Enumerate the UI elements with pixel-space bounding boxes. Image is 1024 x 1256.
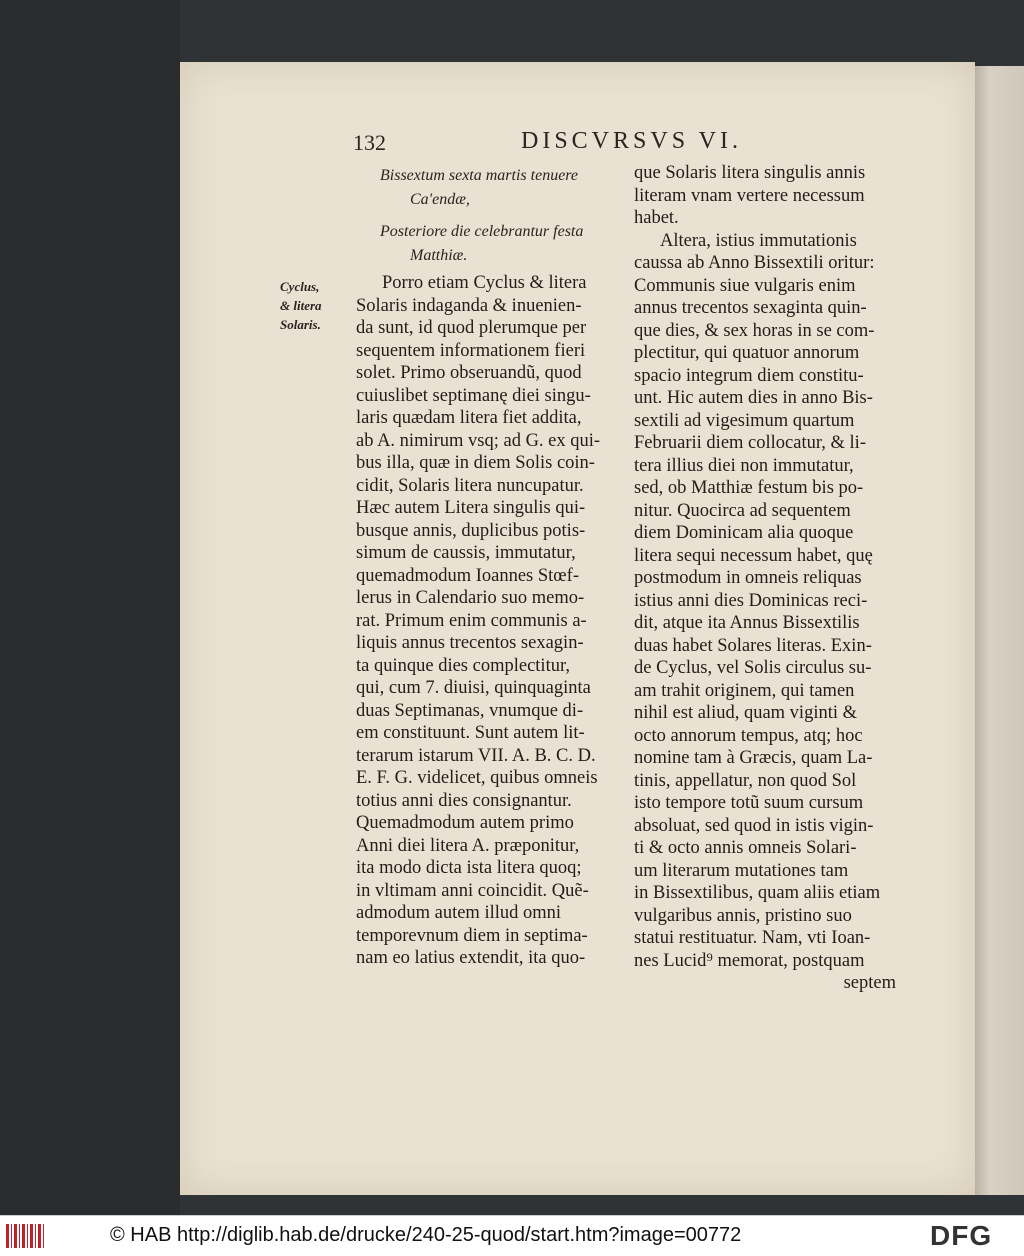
text-line: qui, cum 7. diuisi, quinquaginta bbox=[356, 678, 591, 698]
text-line: cidit, Solaris litera nuncupatur. bbox=[356, 475, 584, 496]
text-line: in vltimam anni coincidit. Quẽ- bbox=[356, 880, 589, 901]
text-line: nes Lucid⁹ memorat, postquam bbox=[634, 950, 865, 971]
margin-note bbox=[280, 277, 346, 334]
text-line: sextili ad vigesimum quartum bbox=[634, 410, 855, 431]
right-text-column bbox=[634, 162, 896, 995]
text-line: annus trecentos sexaginta quin- bbox=[634, 298, 867, 318]
text-line: da sunt, id quod plerumque per bbox=[356, 318, 587, 338]
text-line: quemadmodum Ioannes Stœf- bbox=[356, 565, 579, 586]
text-line: liquis annus trecentos sexagin- bbox=[356, 633, 584, 653]
text-line: solet. Primo obseruandũ, quod bbox=[356, 363, 582, 383]
text-line: Communis siue vulgaris enim bbox=[634, 275, 856, 296]
text-line: de Cyclus, vel Solis circulus su- bbox=[634, 658, 872, 678]
text-line: unt. Hic autem dies in anno Bis- bbox=[634, 388, 873, 408]
text-line: istius anni dies Dominicas reci- bbox=[634, 590, 868, 611]
text-line: isto tempore totũ suum cursum bbox=[634, 793, 864, 813]
text-line: habet. bbox=[634, 208, 679, 228]
text-line: nam eo latius extendit, ita quo- bbox=[356, 948, 586, 968]
text-line: temporevnum diem in septima- bbox=[356, 925, 588, 946]
margin-note-line: Solaris. bbox=[280, 317, 321, 332]
text-line: plectitur, qui quatuor annorum bbox=[634, 343, 860, 363]
page-header bbox=[353, 126, 893, 160]
text-line: E. F. G. videlicet, quibus omneis bbox=[356, 768, 598, 788]
text-line: ita modo dicta ista litera quoq; bbox=[356, 858, 582, 878]
text-line: terarum istarum VII. A. B. C. D. bbox=[356, 745, 596, 766]
text-line: nomine tam à Græcis, quam La- bbox=[634, 748, 873, 768]
text-line: tera illius diei non immutatur, bbox=[634, 455, 854, 476]
copyright-url[interactable]: © HAB http://diglib.hab.de/drucke/240-25-quod/start.htm?image=00772 bbox=[110, 1224, 742, 1246]
verse-line: Ca'endæ, bbox=[410, 191, 470, 208]
text-line: um literarum mutationes tam bbox=[634, 860, 849, 881]
text-line: que Solaris litera singulis annis bbox=[634, 163, 866, 183]
text-line: lerus in Calendario suo memo- bbox=[356, 588, 585, 608]
dfg-logo: DFG bbox=[930, 1220, 993, 1251]
text-line: in Bissextilibus, quam aliis etiam bbox=[634, 883, 881, 903]
text-line: postmodum in omneis reliquas bbox=[634, 568, 862, 588]
running-head: DISCVRSVS VI. bbox=[521, 128, 742, 154]
text-line: em constituunt. Sunt autem lit- bbox=[356, 723, 585, 743]
verse-line: Bissextum sexta martis tenuere bbox=[380, 167, 579, 184]
text-line: laris quædam litera fiet addita, bbox=[356, 408, 582, 428]
text-line: spacio integrum diem constitu- bbox=[634, 365, 864, 386]
text-line: ta quinque dies complectitur, bbox=[356, 655, 571, 676]
text-line: Solaris indaganda & inuenien- bbox=[356, 295, 582, 316]
text-line: septem bbox=[843, 973, 896, 993]
text-line: statui restituatur. Nam, vti Ioan- bbox=[634, 928, 871, 948]
verse-line: Matthiæ. bbox=[410, 247, 468, 264]
text-line: ti & octo annis omneis Solari- bbox=[634, 838, 857, 858]
text-line: bus illa, quæ in diem Solis coin- bbox=[356, 453, 595, 473]
text-line: literam vnam vertere necessum bbox=[634, 185, 865, 206]
text-line: Februarii diem collocatur, & li- bbox=[634, 433, 866, 453]
text-line: Altera, istius immutationis bbox=[660, 230, 857, 251]
text-line: Hæc autem Litera singulis qui- bbox=[356, 498, 586, 518]
page-number: 132 bbox=[353, 130, 386, 155]
text-line: admodum autem illud omni bbox=[356, 903, 562, 923]
text-line: sequentem informationem fieri bbox=[356, 340, 586, 361]
dark-margin bbox=[0, 0, 180, 1215]
text-line: caussa ab Anno Bissextili oritur: bbox=[634, 253, 875, 273]
text-line: absoluat, sed quod in istis vigin- bbox=[634, 815, 874, 836]
text-line: Quemadmodum autem primo bbox=[356, 813, 574, 833]
text-line: sed, ob Matthiæ festum bis po- bbox=[634, 478, 864, 498]
text-line: totius anni dies consignantur. bbox=[356, 790, 572, 811]
text-line: Porro etiam Cyclus & litera bbox=[382, 273, 587, 293]
text-line: duas Septimanas, vnumque di- bbox=[356, 700, 584, 721]
text-line: litera sequi necessum habet, quę bbox=[634, 545, 873, 566]
text-line: octo annorum tempus, atq; hoc bbox=[634, 725, 863, 746]
text-line: cuiuslibet septimanę diei singu- bbox=[356, 385, 591, 406]
text-line: simum de caussis, immutatur, bbox=[356, 543, 576, 563]
text-line: duas habet Solares literas. Exin- bbox=[634, 635, 872, 656]
text-line: nihil est aliud, quam viginti & bbox=[634, 703, 858, 723]
text-line: ab A. nimirum vsq; ad G. ex qui- bbox=[356, 430, 601, 451]
verse-line: Posteriore die celebrantur festa bbox=[380, 223, 584, 240]
text-line: am trahit originem, qui tamen bbox=[634, 680, 855, 701]
text-line: busque annis, duplicibus potis- bbox=[356, 520, 586, 541]
left-text-column bbox=[356, 272, 618, 970]
text-line: que dies, & sex horas in se com- bbox=[634, 320, 875, 341]
text-line: vulgaribus annis, pristino suo bbox=[634, 905, 852, 926]
text-line: dit, atque ita Annus Bissextilis bbox=[634, 613, 860, 633]
margin-note-line: & litera bbox=[280, 298, 322, 313]
footer-bar bbox=[0, 1215, 1024, 1256]
verse-block bbox=[380, 164, 620, 268]
text-line: tinis, appellatur, non quod Sol bbox=[634, 770, 857, 791]
text-line: nitur. Quocirca ad sequentem bbox=[634, 500, 851, 521]
next-page-edge bbox=[975, 66, 1024, 1195]
barcode-icon bbox=[6, 1224, 46, 1248]
text-line: rat. Primum enim communis a- bbox=[356, 610, 587, 631]
text-line: Anni diei litera A. præponitur, bbox=[356, 835, 580, 856]
text-line: diem Dominicam alia quoque bbox=[634, 523, 854, 543]
margin-note-line: Cyclus, bbox=[280, 279, 320, 294]
